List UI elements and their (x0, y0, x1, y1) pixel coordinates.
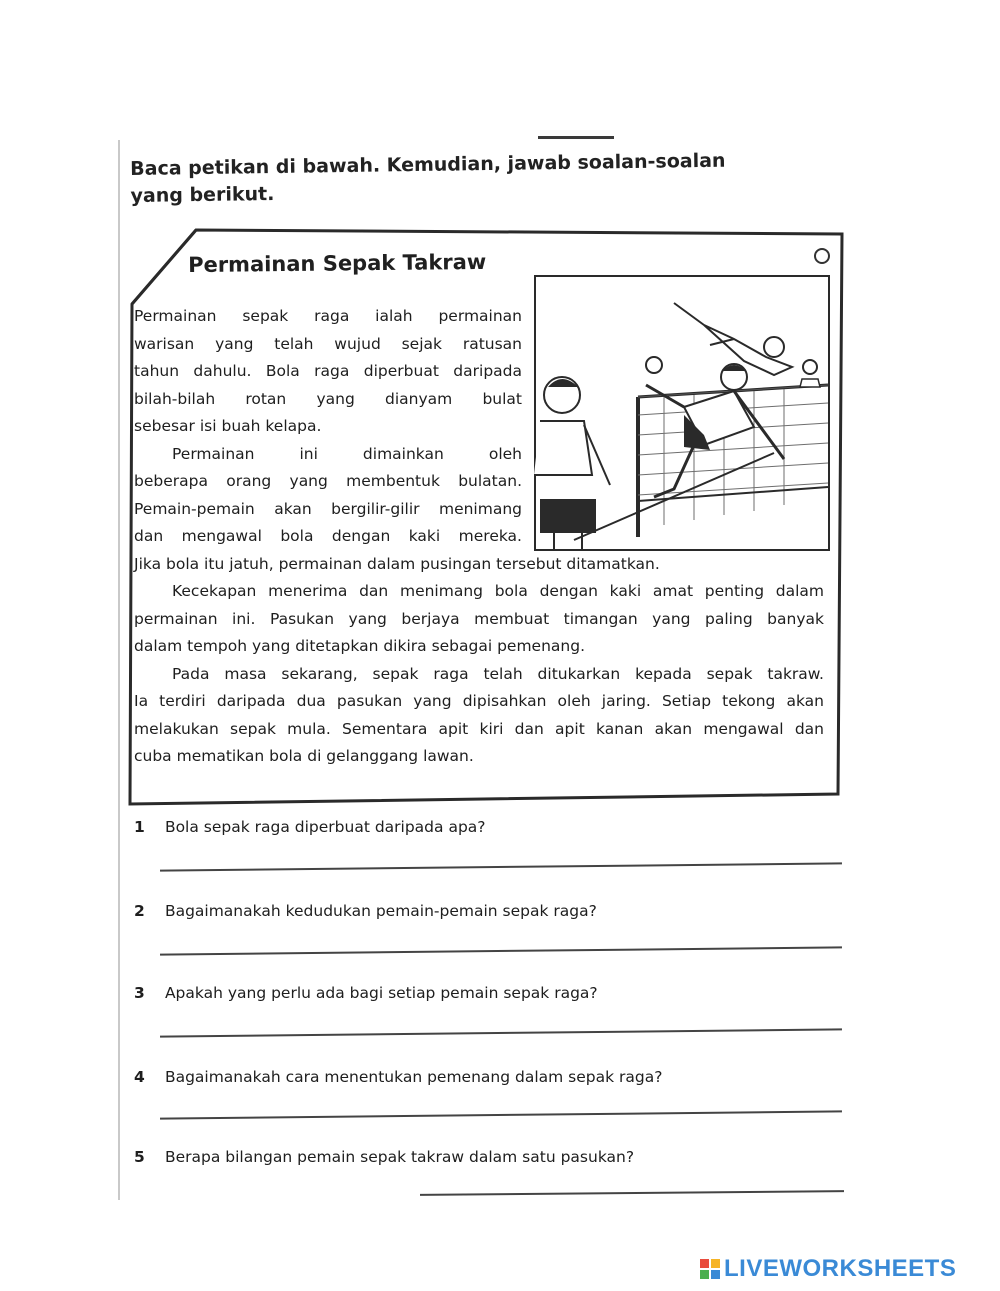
paragraph-1-line: warisan yang telah wujud sejak ratusan (134, 334, 522, 353)
answer-line-2[interactable] (160, 946, 842, 955)
question-2 (134, 902, 834, 920)
answer-line-1[interactable] (160, 862, 842, 871)
logo-square (700, 1259, 709, 1268)
passage-body (134, 303, 824, 771)
paragraph-3-line: Kecekapan menerima dan menimang bola dengan kaki amat penting dalam (172, 582, 824, 600)
paragraph-2-line: Jika bola itu jatuh, permainan dalam pusingan tersebut ditamatkan. (134, 554, 660, 573)
question-text: Bagaimanakah cara menentukan pemenang dalam sepak raga? (164, 1068, 663, 1086)
page-margin-line (118, 140, 120, 1200)
paragraph-1-line: tahun dahulu. Bola raga diperbuat daripada (134, 362, 522, 380)
instruction-text (130, 148, 731, 210)
instruction-line-2: yang berikut. (130, 182, 275, 207)
paragraph-3-line: dalam tempoh yang ditetapkan dikira sebagai pemenang. (134, 637, 586, 655)
paragraph-4-line: cuba mematikan bola di gelanggang lawan. (134, 747, 474, 765)
paragraph-4 (134, 661, 824, 771)
logo-square (700, 1270, 709, 1279)
logo-square (711, 1259, 720, 1268)
passage-title: Permainan Sepak Takraw (188, 249, 487, 277)
paragraph-2 (134, 441, 824, 551)
question-text: Apakah yang perlu ada bagi setiap pemain sepak raga? (164, 984, 598, 1002)
paragraph-2-line: beberapa orang yang membentuk bulatan. (134, 472, 522, 490)
answer-line-3[interactable] (160, 1028, 842, 1037)
question-number: 4 (134, 1068, 145, 1086)
paragraph-4-line: melakukan sepak mula. Sementara apit kiri dan apit kanan akan mengawal dan (134, 719, 824, 738)
instruction-line-1: Baca petikan di bawah. Kemudian, jawab soalan-soalan (130, 149, 726, 180)
question-number: 2 (134, 902, 145, 920)
hole-marker-icon (814, 248, 830, 264)
question-text: Bagaimanakah kedudukan pemain-pemain sepak raga? (164, 902, 597, 920)
top-mark (538, 136, 614, 139)
paragraph-2-line: Permainan ini dimainkan oleh (172, 444, 522, 463)
answer-line-5[interactable] (420, 1190, 844, 1196)
logo-text: LIVEWORKSHEETS (724, 1255, 957, 1282)
question-text: Bola sepak raga diperbuat daripada apa? (164, 818, 486, 836)
question-5 (134, 1148, 834, 1166)
logo-square (711, 1270, 720, 1279)
paragraph-1-line: sebesar isi buah kelapa. (134, 417, 322, 435)
liveworksheets-logo[interactable] (700, 1256, 956, 1282)
question-number: 5 (134, 1148, 145, 1166)
question-number: 3 (134, 984, 145, 1002)
paragraph-2-line: dan mengawal bola dengan kaki mereka. (134, 527, 522, 545)
question-number: 1 (134, 818, 145, 836)
logo-squares-icon (700, 1259, 720, 1279)
question-3 (134, 984, 834, 1002)
paragraph-2-line: Pemain-pemain akan bergilir-gilir menimang (134, 499, 522, 518)
paragraph-1-line: Permainan sepak raga ialah permainan (134, 307, 522, 325)
paragraph-1-line: bilah-bilah rotan yang dianyam bulat (134, 389, 522, 408)
paragraph-4-line: Pada masa sekarang, sepak raga telah ditukarkan kepada sepak takraw. (172, 664, 824, 683)
question-4 (134, 1068, 834, 1086)
question-1 (134, 818, 834, 836)
paragraph-3 (134, 578, 824, 661)
question-text: Berapa bilangan pemain sepak takraw dalam satu pasukan? (164, 1148, 635, 1166)
paragraph-4-line: Ia terdiri daripada dua pasukan yang dipisahkan oleh jaring. Setiap tekong akan (134, 692, 824, 710)
paragraph-2-continued (134, 551, 824, 579)
paragraph-3-line: permainan ini. Pasukan yang berjaya membuat timangan yang paling banyak (134, 609, 824, 628)
paragraph-1 (134, 303, 824, 441)
answer-line-4[interactable] (160, 1110, 842, 1119)
